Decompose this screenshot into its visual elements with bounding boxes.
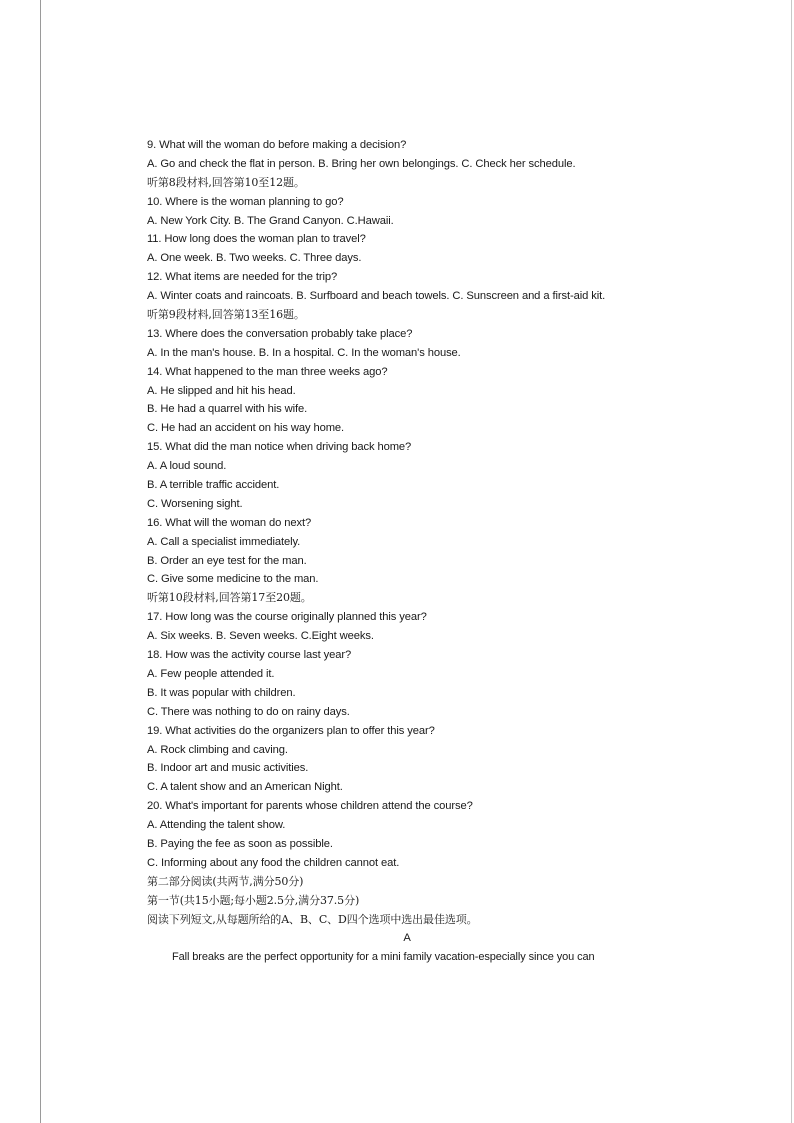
question-20-option-b: B. Paying the fee as soon as possible. xyxy=(147,837,333,850)
question-11: 11. How long does the woman plan to travel? xyxy=(147,233,366,246)
page-left-edge xyxy=(40,0,41,1123)
page-right-edge xyxy=(791,0,792,1123)
question-18-option-c: C. There was nothing to do on rainy days. xyxy=(147,705,350,718)
question-14: 14. What happened to the man three weeks ago? xyxy=(147,365,388,378)
question-19: 19. What activities do the organizers plan to offer this year? xyxy=(147,724,435,737)
question-15-option-c: C. Worsening sight. xyxy=(147,497,243,510)
part-two-heading: 第二部分阅读(共两节,满分50分) xyxy=(147,874,304,888)
question-17-options: A. Six weeks. B. Seven weeks. C.Eight weeks. xyxy=(147,630,374,643)
question-20: 20. What's important for parents whose children attend the course? xyxy=(147,800,473,813)
question-19-option-b: B. Indoor art and music activities. xyxy=(147,762,309,775)
document-body xyxy=(147,136,667,967)
question-9: 9. What will the woman do before making a decision? xyxy=(147,139,407,151)
question-20-option-c: C. Informing about any food the children cannot eat. xyxy=(147,856,400,869)
question-10: 10. Where is the woman planning to go? xyxy=(147,195,344,208)
section-instruction-9: 听第9段材料,回答第13至16题。 xyxy=(147,308,305,322)
question-14-option-c: C. He had an accident on his way home. xyxy=(147,422,345,435)
question-16: 16. What will the woman do next? xyxy=(147,516,312,529)
section-instruction-8: 听第8段材料,回答第10至12题。 xyxy=(147,175,305,189)
question-13-options: A. In the man's house. B. In a hospital. C. In the woman's house. xyxy=(147,346,461,359)
question-12-options: A. Winter coats and raincoats. B. Surfboard and beach towels. C. Sunscreen and a first-aid kit. xyxy=(147,290,606,303)
question-11-options: A. One week. B. Two weeks. C. Three days. xyxy=(147,252,362,265)
section-instruction-10: 听第10段材料,回答第17至20题。 xyxy=(147,591,312,605)
question-13: 13. Where does the conversation probably take place? xyxy=(147,327,413,340)
question-14-option-a: A. He slipped and hit his head. xyxy=(147,384,296,397)
question-16-option-b: B. Order an eye test for the man. xyxy=(147,554,307,567)
question-18: 18. How was the activity course last year? xyxy=(147,649,352,662)
question-17: 17. How long was the course originally planned this year? xyxy=(147,611,427,624)
question-20-option-a: A. Attending the talent show. xyxy=(147,819,286,832)
question-15-option-a: A. A loud sound. xyxy=(147,460,227,473)
section-one-heading: 第一节(共15小题;每小题2.5分,满分37.5分) xyxy=(147,893,360,907)
question-12: 12. What items are needed for the trip? xyxy=(147,271,338,284)
question-18-option-b: B. It was popular with children. xyxy=(147,686,296,699)
question-14-option-b: B. He had a quarrel with his wife. xyxy=(147,403,308,416)
reading-instruction: 阅读下列短文,从每题所给的A、B、C、D四个选项中选出最佳选项。 xyxy=(147,912,478,926)
question-9-options: A. Go and check the flat in person. B. Bring her own belongings. C. Check her schedule. xyxy=(147,157,576,170)
question-19-option-c: C. A talent show and an American Night. xyxy=(147,781,343,794)
question-10-options: A. New York City. B. The Grand Canyon. C.Hawaii. xyxy=(147,214,394,227)
question-16-option-a: A. Call a specialist immediately. xyxy=(147,535,301,548)
question-15-option-b: B. A terrible traffic accident. xyxy=(147,479,280,492)
question-16-option-c: C. Give some medicine to the man. xyxy=(147,573,319,586)
question-19-option-a: A. Rock climbing and caving. xyxy=(147,743,288,756)
question-18-option-a: A. Few people attended it. xyxy=(147,667,275,680)
passage-first-line: Fall breaks are the perfect opportunity for a mini family vacation-especially since you can xyxy=(172,951,595,964)
question-15: 15. What did the man notice when driving back home? xyxy=(147,441,412,454)
passage-label: A xyxy=(403,932,411,945)
